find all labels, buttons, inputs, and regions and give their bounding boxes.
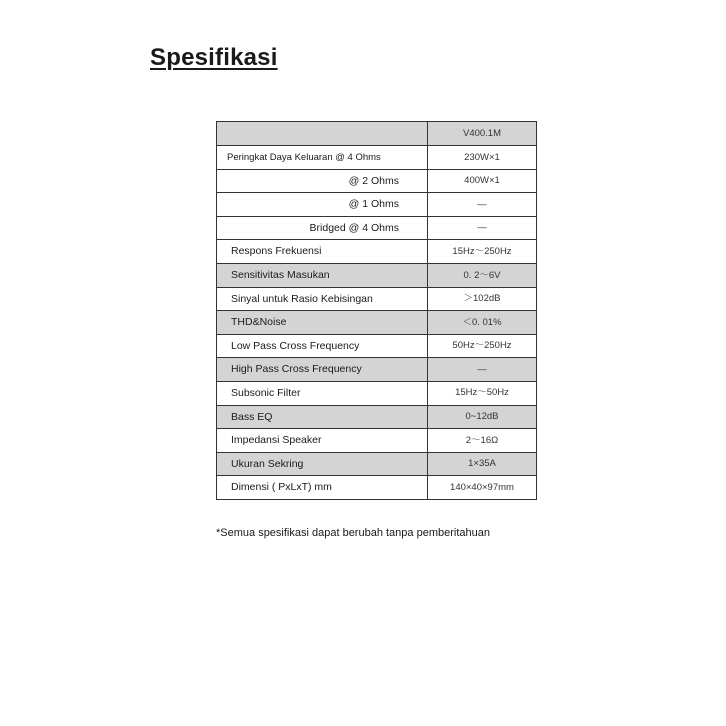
table-row <box>217 452 537 476</box>
table-row <box>217 311 537 335</box>
spec-value: ＞102dB <box>428 287 537 311</box>
spec-value: 0. 2～6V <box>428 263 537 287</box>
spec-label: Subsonic Filter <box>217 381 428 405</box>
table-row <box>217 405 537 429</box>
spec-value: 1×35A <box>428 452 537 476</box>
table-row <box>217 193 537 217</box>
spec-label: THD&Noise <box>217 311 428 335</box>
spec-label: Respons Frekuensi <box>217 240 428 264</box>
spec-value: — <box>428 193 537 217</box>
spec-value: 50Hz～250Hz <box>428 334 537 358</box>
spec-value: 400W×1 <box>428 169 537 193</box>
spec-label: @ 1 Ohms <box>217 193 428 217</box>
spec-label: Sinyal untuk Rasio Kebisingan <box>217 287 428 311</box>
table-row <box>217 146 537 170</box>
table-row <box>217 476 537 500</box>
page-title: Spesifikasi <box>150 44 278 71</box>
spec-label: Peringkat Daya Keluaran @ 4 Ohms <box>217 146 428 170</box>
table-row <box>217 334 537 358</box>
spec-label: Bass EQ <box>217 405 428 429</box>
spec-label: @ 2 Ohms <box>217 169 428 193</box>
spec-label: Bridged @ 4 Ohms <box>217 216 428 240</box>
spec-label: Sensitivitas Masukan <box>217 263 428 287</box>
table-row <box>217 358 537 382</box>
table-row <box>217 169 537 193</box>
spec-value: 15Hz～250Hz <box>428 240 537 264</box>
spec-value: — <box>428 358 537 382</box>
table-row <box>217 216 537 240</box>
spec-value: 15Hz～50Hz <box>428 381 537 405</box>
table-header-row <box>217 122 537 146</box>
table-row <box>217 240 537 264</box>
spec-value: — <box>428 216 537 240</box>
spec-value: 230W×1 <box>428 146 537 170</box>
table-row <box>217 263 537 287</box>
spec-value: 140×40×97mm <box>428 476 537 500</box>
table-row <box>217 429 537 453</box>
spec-label: Low Pass Cross Frequency <box>217 334 428 358</box>
spec-label: Ukuran Sekring <box>217 452 428 476</box>
spec-value: 2～16Ω <box>428 429 537 453</box>
header-label-cell <box>217 122 428 146</box>
spec-table <box>216 121 537 500</box>
header-model-cell: V400.1M <box>428 122 537 146</box>
spec-value: 0~12dB <box>428 405 537 429</box>
spec-value: ＜0. 01% <box>428 311 537 335</box>
table-row <box>217 287 537 311</box>
spec-label: High Pass Cross Frequency <box>217 358 428 382</box>
spec-label: Impedansi Speaker <box>217 429 428 453</box>
table-row <box>217 381 537 405</box>
spec-label: Dimensi ( PxLxT) mm <box>217 476 428 500</box>
disclaimer-footnote: *Semua spesifikasi dapat berubah tanpa pemberitahuan <box>216 527 490 539</box>
